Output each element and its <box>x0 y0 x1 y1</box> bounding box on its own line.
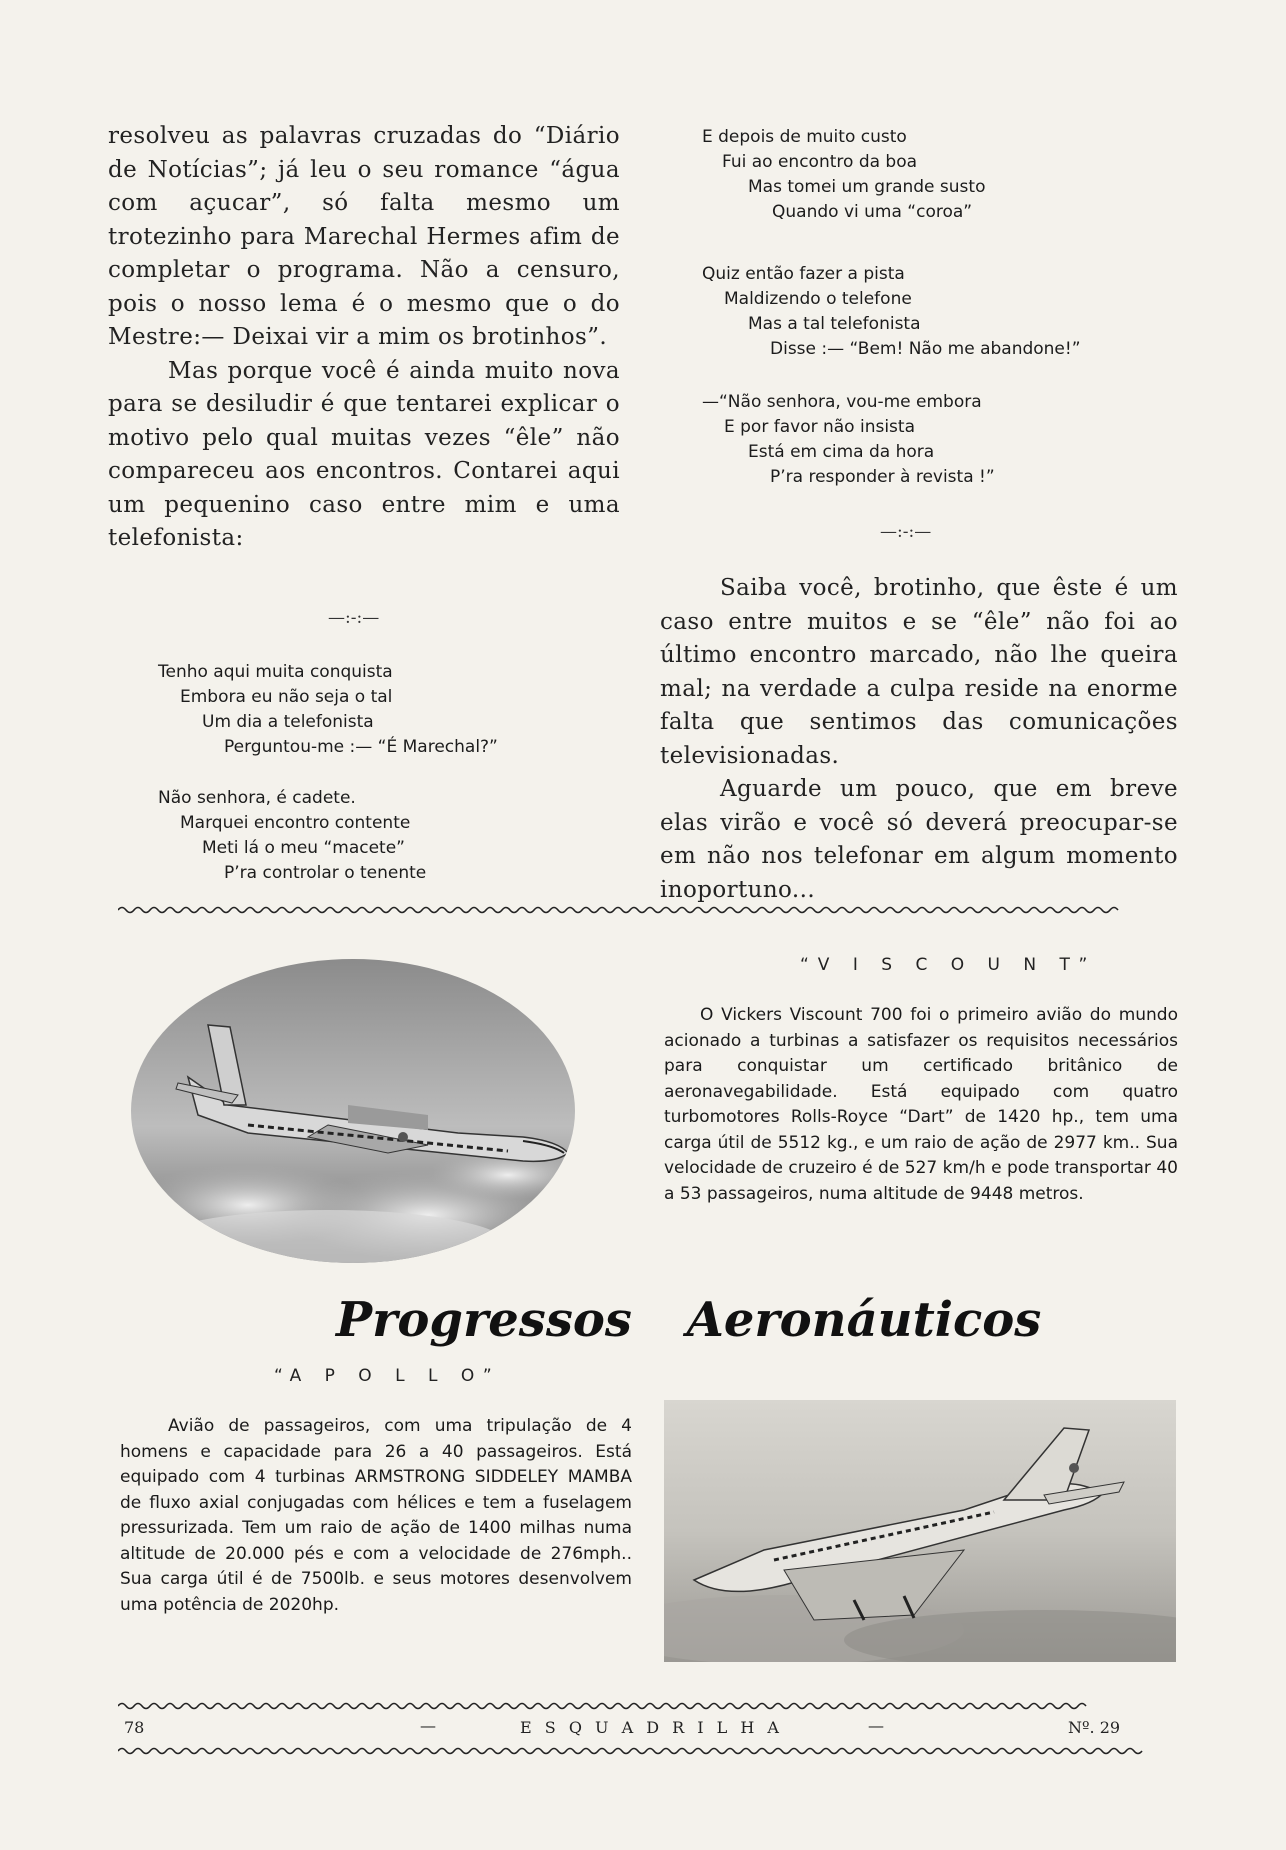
apollo-text: Avião de passageiros, com uma tripulação de 4 homens e capacidade para 26 a 40 passageiros. Está equipado com 4 turbinas ARMSTRONG SIDDELEY MAMBA de fluxo axial conjugadas com hélices e tem a fuselagem pressurizada. Tem um raio de ação de 1400 milhas numa altitude de 20.000 pés e com a velocidade de 276mph.. Sua carga útil é de 7500lb. e seus motores desenvolvem uma potência de 2020hp. <box>120 1416 632 1615</box>
poem-line: Perguntou-me :— “É Marechal?” <box>224 737 498 757</box>
poem-line: Quando vi uma “coroa” <box>772 202 973 222</box>
poem-line: Fui ao encontro da boa <box>722 152 918 172</box>
footer-issue-number: Nº. 29 <box>1068 1718 1121 1737</box>
section-title: Progressos Aeronáuticos <box>336 1292 1042 1348</box>
poem-line: Está em cima da hora <box>748 442 935 462</box>
poem-stanza-4 <box>702 262 1081 362</box>
right-paragraph-2: Aguarde um pouco, que em breve elas virão e você só deverá preocupar-se em não nos telefonar em algum momento inoportuno... <box>660 776 1178 903</box>
poem-line: E por favor não insista <box>724 417 916 437</box>
apollo-airplane-photo <box>664 1400 1176 1662</box>
poem-line: Maldizendo o telefone <box>724 289 912 309</box>
right-paragraph-1: Saiba você, brotinho, que êste é um caso entre muitos e se “êle” não foi ao último encontro marcado, não lhe queira mal; na verdade a culpa reside na enorme falta que sentimos das comunicações televisionadas. <box>660 575 1178 769</box>
footer-dash: — <box>420 1716 436 1735</box>
viscount-text: O Vickers Viscount 700 foi o primeiro avião do mundo acionado a turbinas a satisfazer os requisitos necessários para conquistar um certificado britânico de aeronavegabilidade. Está equipado com quatro turbomotores Rolls-Royce “Dart” de 1420 hp., tem uma carga útil de 5512 kg., e um raio de ação de 2977 km.. Sua velocidade de cruzeiro é de 527 km/h e pode transportar 40 a 53 passageiros, numa altitude de 9448 metros. <box>664 1005 1178 1204</box>
wavy-divider <box>118 1745 1180 1757</box>
viscount-heading: “V I S C O U N T” <box>800 955 1097 975</box>
poem-line: E depois de muito custo <box>702 127 907 147</box>
right-column-text <box>660 572 1178 907</box>
footer-magazine-name: E S Q U A D R I L H A <box>520 1718 783 1737</box>
apollo-heading: “A P O L L O” <box>274 1366 501 1386</box>
poem-line: Um dia a telefonista <box>202 712 374 732</box>
poem-line: Meti lá o meu “macete” <box>202 838 405 858</box>
right-separator: —:-:— <box>880 522 932 542</box>
poem-line: Marquei encontro contente <box>180 813 411 833</box>
poem-stanza-1 <box>158 660 498 760</box>
wavy-divider <box>118 904 1180 916</box>
poem-line: Disse :— “Bem! Não me abandone!” <box>770 339 1081 359</box>
poem-line: Quiz então fazer a pista <box>702 264 905 284</box>
wavy-divider <box>118 1700 1180 1712</box>
poem-line: Tenho aqui muita conquista <box>158 662 393 682</box>
left-separator: —:-:— <box>328 608 380 628</box>
footer-dash: — <box>868 1716 884 1735</box>
poem-line: Embora eu não seja o tal <box>180 687 393 707</box>
poem-line: Não senhora, é cadete. <box>158 788 356 808</box>
poem-line: P’ra responder à revista !” <box>770 467 995 487</box>
footer-page-number: 78 <box>124 1718 145 1737</box>
apollo-description <box>120 1414 632 1618</box>
poem-stanza-2 <box>158 786 426 886</box>
left-paragraph-2: Mas porque você é ainda muito nova para se desiludir é que tentarei explicar o motivo pelo qual muitas vezes “êle” não compareceu aos encontros. Contarei aqui um pequenino caso entre mim e uma telefonista: <box>108 357 620 551</box>
viscount-airplane-photo <box>128 955 578 1267</box>
poem-stanza-3 <box>702 125 985 225</box>
left-paragraph-1: resolveu as palavras cruzadas do “Diário de Notícias”; já leu o seu romance “água com açucar”, só falta mesmo um trotezinho para Marechal Hermes afim de completar o programa. Não a censuro, pois o nosso lema é o mesmo que o do Mestre:— Deixai vir a mim os brotinhos”. <box>108 123 620 350</box>
poem-line: P’ra controlar o tenente <box>224 863 427 883</box>
viscount-description <box>664 1003 1178 1207</box>
poem-line: Mas a tal telefonista <box>748 314 921 334</box>
poem-stanza-5 <box>702 390 995 490</box>
poem-line: —“Não senhora, vou-me embora <box>702 392 982 412</box>
poem-line: Mas tomei um grande susto <box>748 177 986 197</box>
left-column-text <box>108 120 620 556</box>
